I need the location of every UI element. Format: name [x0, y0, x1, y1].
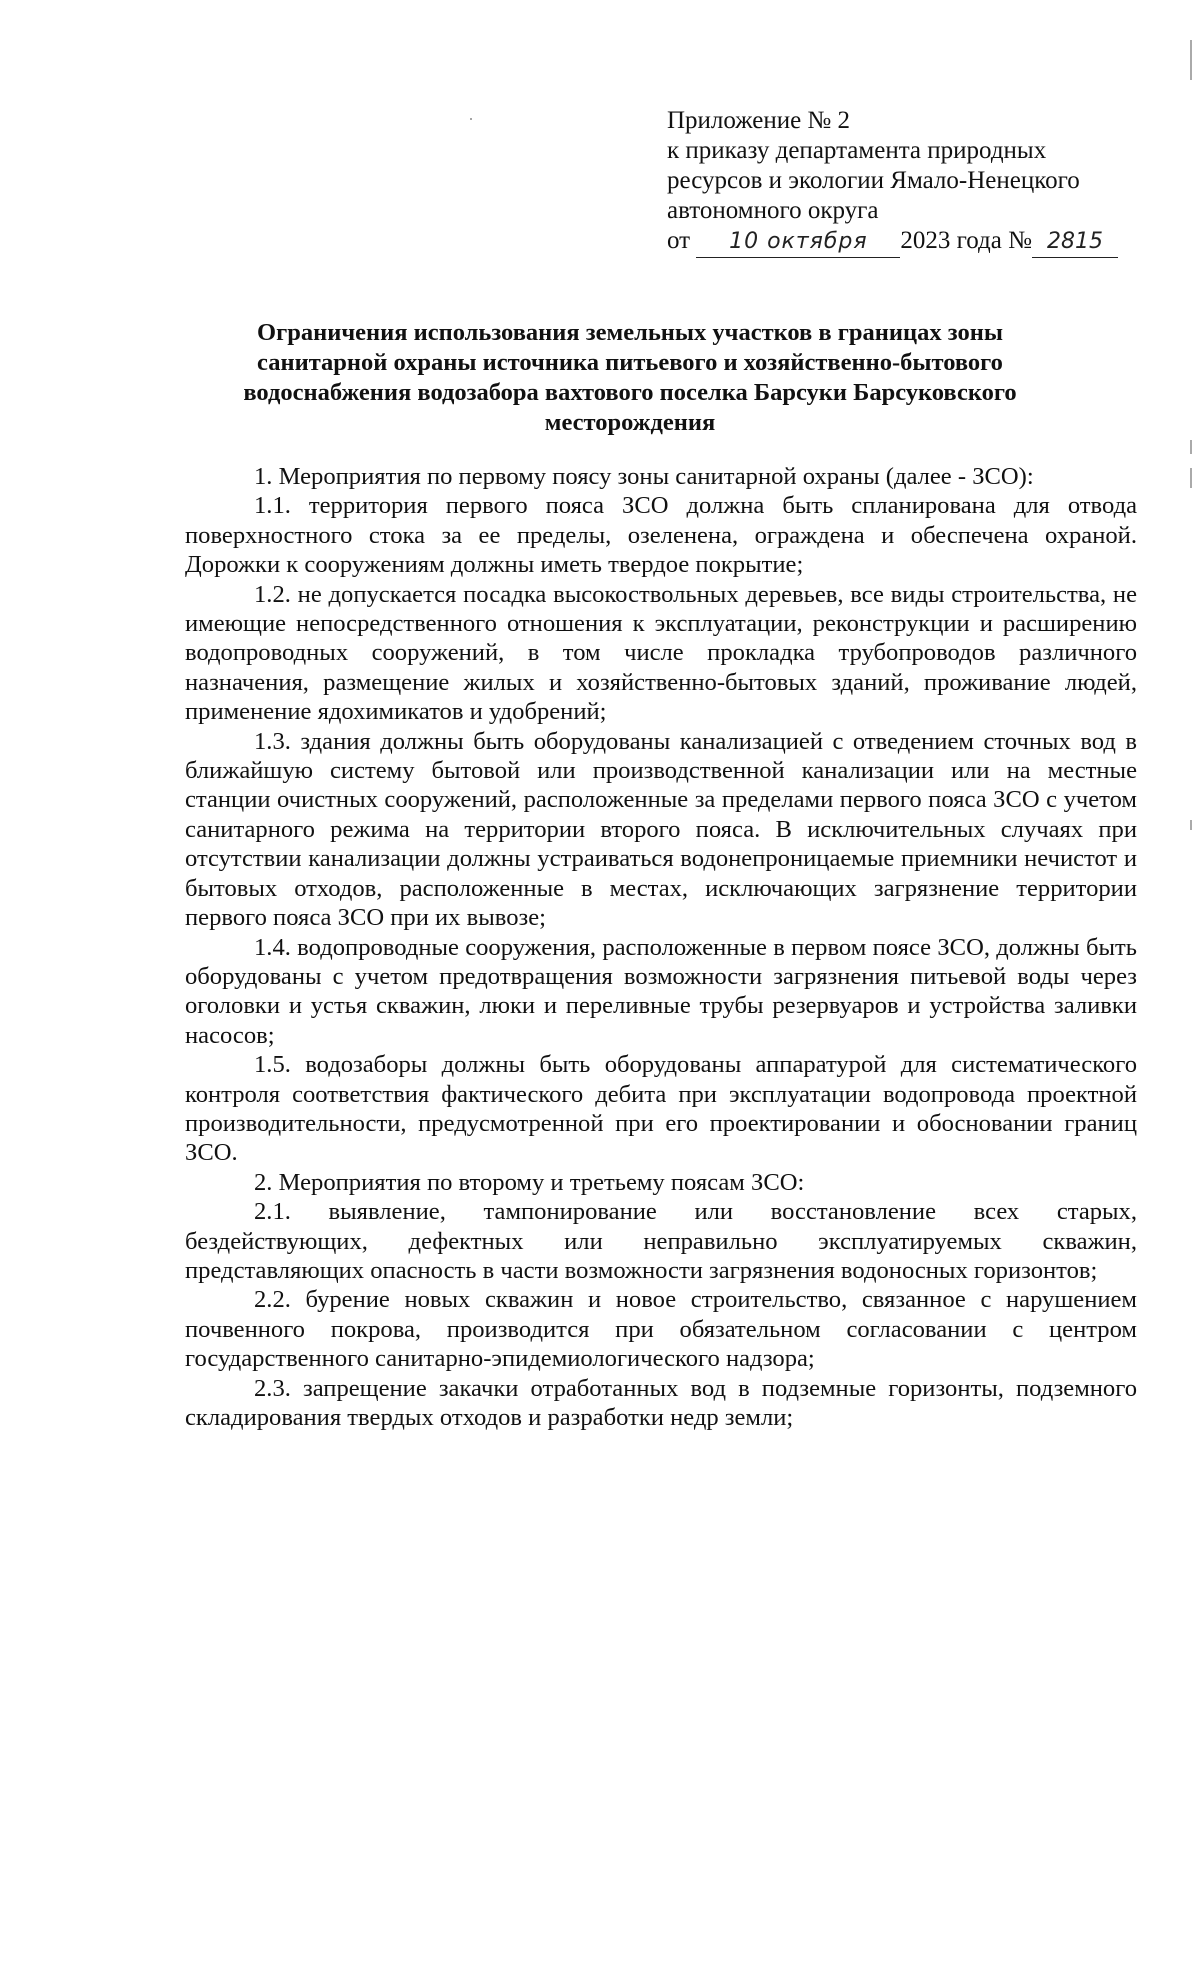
document-body [185, 462, 1137, 1432]
paragraph-2-3: 2.3. запрещение закачки отработанных вод в подземные горизонты, подземного складирования твердых отходов и разработки недр земли; [185, 1374, 1137, 1431]
scan-margin-mark [1190, 40, 1192, 80]
scan-margin-mark [1190, 468, 1192, 488]
handwritten-date: 10 октября [696, 227, 900, 258]
handwritten-order-number: 2815 [1032, 227, 1118, 258]
from-label: от [667, 227, 691, 254]
appendix-line: к приказу департамента природных [667, 137, 1047, 164]
paragraph-2-1: 2.1. выявление, тампонирование или восстановление всех старых, бездействующих, дефектных или неправильно эксплуатируемых скважин, представляющих опасность в части возможности загрязнения водоносных горизонтов; [185, 1198, 1137, 1284]
appendix-line: Приложение № 2 [667, 107, 851, 134]
paragraph-1-3: 1.3. здания должны быть оборудованы канализацией с отведением сточных вод в ближайшую систему бытовой или производственной канализации или на местные станции очистных сооружений, расположенные за пределами первого пояса ЗСО с учетом санитарного режима на территории второго пояса. В исключительных случаях при отсутствии канализации должны устраиваться водонепроницаемые приемники нечистот и бытовых отходов, расположенные в местах, исключающих загрязнение территории первого пояса ЗСО при их вывозе; [185, 727, 1137, 932]
year-label: 2023 года № [900, 227, 1032, 254]
paragraph-1-5: 1.5. водозаборы должны быть оборудованы аппаратурой для систематического контроля соответствия фактического дебита при эксплуатации водопровода проектной производительности, предусмотренной при его проектировании и обосновании границ ЗСО. [185, 1051, 1137, 1167]
paragraph-1-2: 1.2. не допускается посадка высокоствольных деревьев, все виды строительства, не имеющие непосредственного отношения к эксплуатации, реконструкции и расширению водопроводных сооружений, в том числе прокладка трубопроводов различного назначения, размещение жилых и хозяйственно-бытовых зданий, проживание людей, применение ядохимикатов и удобрений; [185, 580, 1137, 726]
appendix-line: ресурсов и экологии Ямало-Ненецкого [667, 167, 1080, 194]
scan-margin-mark [1190, 440, 1192, 454]
scan-margin-mark [1190, 820, 1192, 830]
paragraph-1-4: 1.4. водопроводные сооружения, расположенные в первом поясе ЗСО, должны быть оборудованы с учетом предотвращения возможности загрязнения питьевой воды через оголовки и устья скважин, люки и переливные трубы резервуаров и устройства заливки насосов; [185, 933, 1137, 1049]
paragraph-2-2: 2.2. бурение новых скважин и новое строительство, связанное с нарушением почвенного покрова, производится при обязательном согласовании с центром государственного санитарно-эпидемиологического надзора; [185, 1286, 1137, 1373]
paragraph-1-1: 1.1. территория первого пояса ЗСО должна быть спланирована для отвода поверхностного стока за ее пределы, озеленена, ограждена и обеспечена охраной. Дорожки к сооружениям должны иметь твердое покрытие; [185, 492, 1137, 579]
paragraph-2: 2. Мероприятия по второму и третьему поясам ЗСО: [254, 1168, 805, 1196]
scan-speck [470, 118, 472, 120]
appendix-date-line [667, 226, 1147, 258]
appendix-line: автономного округа [667, 197, 879, 224]
appendix-header [667, 106, 1147, 258]
paragraph-1: 1. Мероприятия по первому поясу зоны санитарной охраны (далее - ЗСО): [254, 463, 1034, 490]
document-title: Ограничения использования земельных участков в границах зоны санитарной охраны источника питьевого и хозяйственно-бытового водоснабжения водозабора вахтового поселка Барсуки Барсуковского месторождения [243, 319, 1017, 436]
